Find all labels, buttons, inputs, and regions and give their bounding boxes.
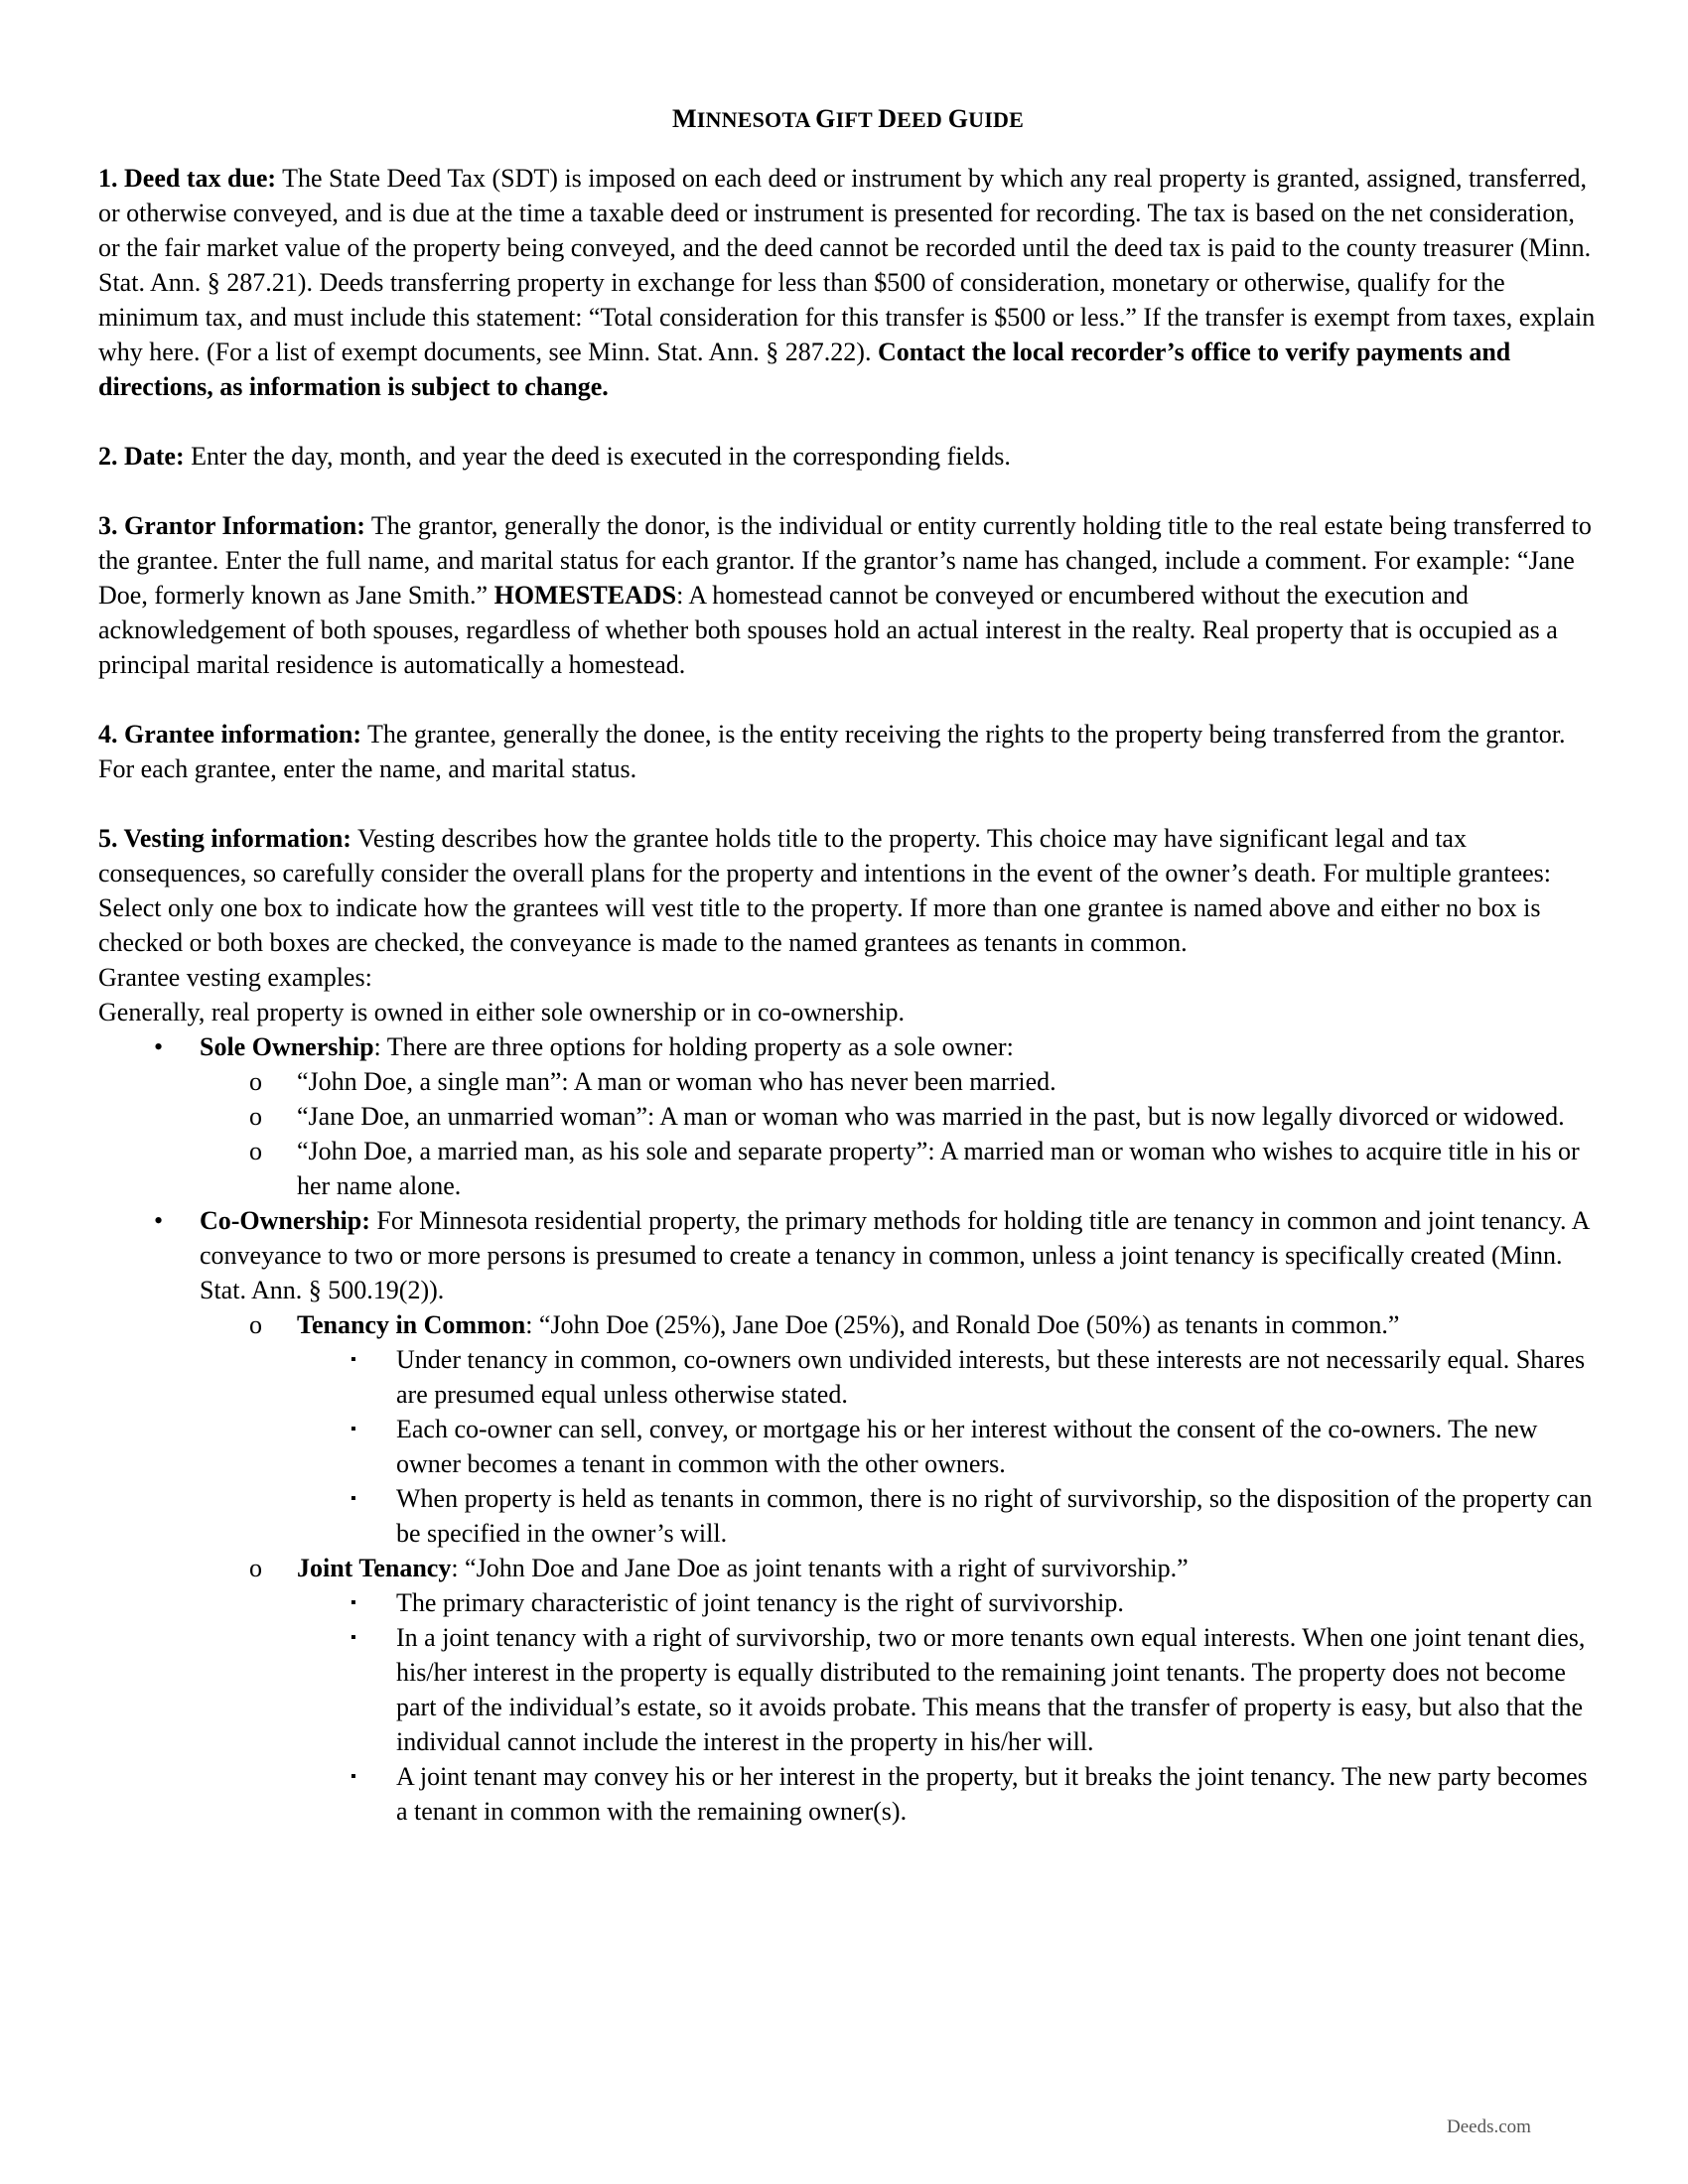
vesting-generally: Generally, real property is owned in either sole ownership or in co-ownership. (98, 998, 906, 1026)
section-grantee (98, 717, 1598, 786)
list-item-text: When property is held as tenants in common, there is no right of survivorship, so the disposition of the property can be specified in the owner’s will. (396, 1484, 1593, 1548)
list-item-label: Tenancy in Common (297, 1310, 526, 1339)
square-marker: ▪ (351, 1629, 356, 1646)
section-body: Enter the day, month, and year the deed is executed in the corresponding fields. (191, 442, 1011, 471)
list-item-sole-option (98, 1064, 1598, 1099)
circle-marker: o (249, 1102, 262, 1131)
list-item-tic-detail (98, 1342, 1598, 1412)
list-item-text: A joint tenant may convey his or her interest in the property, but it breaks the joint tenancy. The new party becomes a tenant in common with the remaining owner(s). (396, 1762, 1588, 1826)
list-item-label: Sole Ownership (200, 1032, 374, 1061)
section-date (98, 439, 1598, 474)
section-heading: 4. Grantee information: (98, 720, 362, 749)
list-item-tenancy-in-common (98, 1307, 1598, 1342)
square-marker: ▪ (351, 1490, 356, 1507)
homesteads-body: : A homestead cannot be conveyed or encumbered without the execution and acknowledgement of both spouses, regardless of whether both spouses hold an actual interest in the realty. Real property that is occupied as a principal marital residence is automatically a homestead. (98, 581, 1558, 679)
square-marker: ▪ (351, 1594, 356, 1611)
list-item-text: : “John Doe (25%), Jane Doe (25%), and Ronald Doe (50%) as tenants in common.” (525, 1310, 1400, 1339)
page-title: MINNESOTA GIFT DEED GUIDE (672, 104, 1024, 133)
list-item-text: : “John Doe and Jane Doe as joint tenants with a right of survivorship.” (451, 1554, 1189, 1582)
list-item-text: “John Doe, a single man”: A man or woman who has never been married. (297, 1067, 1056, 1096)
guide-content (98, 101, 1598, 1829)
list-item-jt-detail (98, 1585, 1598, 1620)
homesteads-label: HOMESTEADS (493, 581, 677, 610)
list-item-sole-option (98, 1099, 1598, 1134)
list-item-tic-detail (98, 1481, 1598, 1551)
vesting-examples-label: Grantee vesting examples: (98, 963, 372, 992)
list-item-sole-ownership (98, 1029, 1598, 1064)
list-item-jt-detail (98, 1620, 1598, 1759)
list-item-text: Under tenancy in common, co-owners own undivided interests, but these interests are not necessarily equal. Shares are presumed equal unless otherwise stated. (396, 1345, 1586, 1409)
section-notice: Contact the local recorder’s office to verify payments and directions, as information is subject to change. (98, 338, 1511, 401)
list-item-text: : There are three options for holding property as a sole owner: (373, 1032, 1014, 1061)
circle-marker: o (249, 1310, 262, 1339)
bullet-marker: • (154, 1206, 164, 1235)
section-grantor (98, 508, 1598, 682)
list-item-text: For Minnesota residential property, the primary methods for holding title are tenancy in common and joint tenancy. A conveyance to two or more persons is presumed to create a tenancy in common, unless a joint tenancy is specifically created (Minn. Stat. Ann. § 500.19(2)). (200, 1206, 1589, 1304)
list-item-text: “John Doe, a married man, as his sole and separate property”: A married man or woman who wishes to acquire title in his or her name alone. (297, 1137, 1580, 1200)
bullet-marker: • (154, 1032, 164, 1061)
square-marker: ▪ (351, 1768, 356, 1785)
section-body: The grantee, generally the donee, is the entity receiving the rights to the property being transferred from the grantor. For each grantee, enter the name, and marital status. (98, 720, 1566, 783)
section-body: The grantor, generally the donor, is the individual or entity currently holding title to the real estate being transferred to the grantee. Enter the full name, and marital status for each grantor. If the grantor’s name has changed, include a comment. For example: “Jane Doe, formerly known as Jane Smith.” (98, 511, 1592, 610)
square-marker: ▪ (351, 1351, 356, 1368)
footer-brand: Deeds.com (1447, 2116, 1531, 2137)
section-heading: 3. Grantor Information: (98, 511, 365, 540)
list-item-label: Joint Tenancy (297, 1554, 452, 1582)
list-item-jt-detail (98, 1759, 1598, 1829)
square-marker: ▪ (351, 1421, 356, 1437)
list-item-text: “Jane Doe, an unmarried woman”: A man or woman who was married in the past, but is now legally divorced or widowed. (297, 1102, 1565, 1131)
section-body: Vesting describes how the grantee holds title to the property. This choice may have significant legal and tax consequences, so carefully consider the overall plans for the property and intentions in the event of the owner’s death. For multiple grantees: Select only one box to indicate how the grantees will vest title to the property. If more than one grantee is named above and either no box is checked or both boxes are checked, the conveyance is made to the named grantees as tenants in common. (98, 824, 1552, 957)
vesting-intro (98, 821, 1598, 960)
circle-marker: o (249, 1554, 262, 1582)
list-item-co-ownership (98, 1203, 1598, 1307)
section-vesting (98, 821, 1598, 1829)
section-heading: 2. Date: (98, 442, 185, 471)
list-item-text: Each co-owner can sell, convey, or mortgage his or her interest without the consent of the co-owners. The new owner becomes a tenant in common with the other owners. (396, 1415, 1538, 1478)
circle-marker: o (249, 1067, 262, 1096)
section-body: The State Deed Tax (SDT) is imposed on each deed or instrument by which any real property is granted, assigned, transferred, or otherwise conveyed, and is due at the time a taxable deed or instrument is presented for recording. The tax is based on the net consideration, or the fair market value of the property being conveyed, and the deed cannot be recorded until the deed tax is paid to the county treasurer (Minn. Stat. Ann. § 287.21). Deeds transferring property in exchange for less than $500 of consideration, monetary or otherwise, qualify for the minimum tax, and must include this statement: “Total consideration for this transfer is $500 or less.” If the transfer is exempt from taxes, explain why here. (For a list of exempt documents, see Minn. Stat. Ann. § 287.22). (98, 164, 1596, 366)
list-item-joint-tenancy (98, 1551, 1598, 1585)
section-deed-tax (98, 161, 1598, 404)
list-item-text: The primary characteristic of joint tenancy is the right of survivorship. (396, 1588, 1124, 1617)
list-item-text: In a joint tenancy with a right of survivorship, two or more tenants own equal interests. When one joint tenant dies, his/her interest in the property is equally distributed to the remaining joint tenants. The property does not become part of the individual’s estate, so it avoids probate. This means that the transfer of property is easy, but also that the individual cannot include the interest in the property in his/her will. (396, 1623, 1586, 1756)
section-heading: 1. Deed tax due: (98, 164, 277, 193)
list-item-tic-detail (98, 1412, 1598, 1481)
list-item-sole-option (98, 1134, 1598, 1203)
list-item-label: Co-Ownership: (200, 1206, 370, 1235)
circle-marker: o (249, 1137, 262, 1165)
section-heading: 5. Vesting information: (98, 824, 352, 853)
